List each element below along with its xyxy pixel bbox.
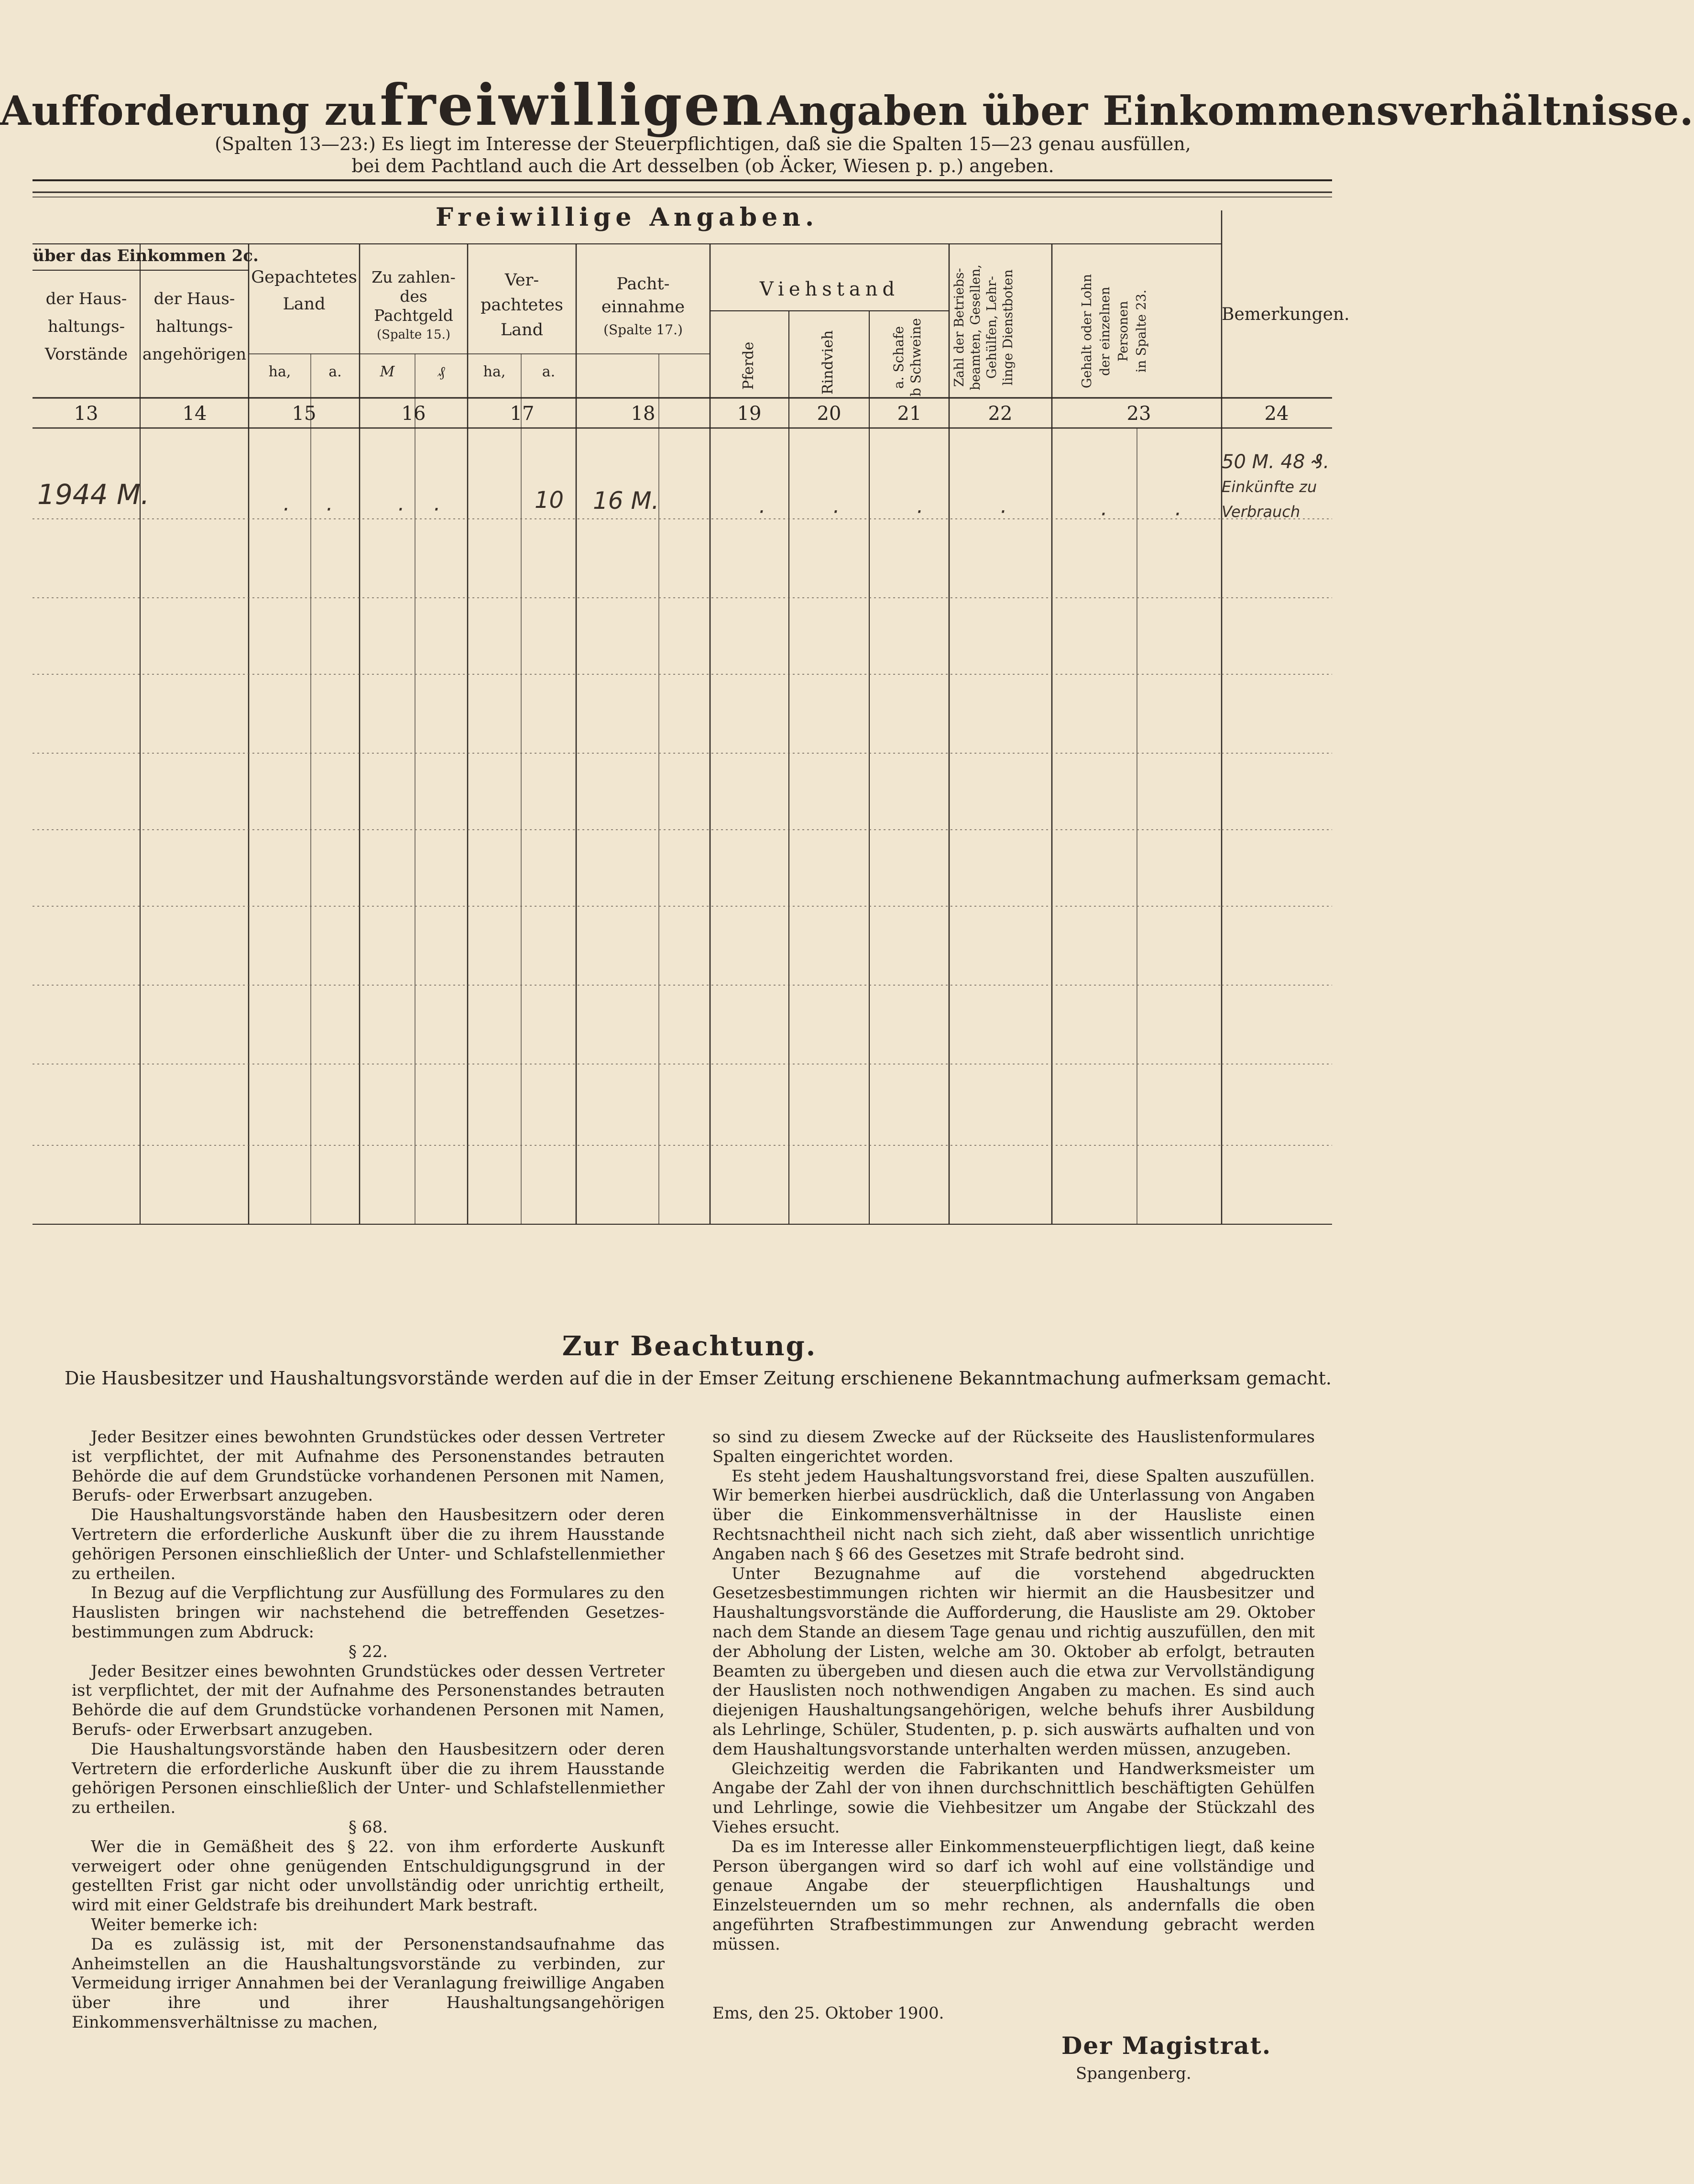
- empty-mark: ·: [916, 500, 922, 524]
- col14-header: [140, 285, 249, 368]
- notice-heading: Zur Beachtung.: [562, 1330, 817, 1362]
- entry-col17: 10: [535, 487, 564, 514]
- remark-line3: Verbrauch: [1222, 503, 1301, 521]
- col-number-17: 17: [510, 403, 535, 425]
- income-table: [0, 0, 1379, 1243]
- col16-header: [360, 268, 468, 344]
- empty-mark: ·: [758, 500, 765, 524]
- col23-line3: Personen: [1116, 301, 1131, 362]
- title-note-line1: (Spalten 13—23:) Es liegt im Interesse der Steuerpflichtigen, daß sie die Spalten 15—23 genau ausfüllen,: [215, 133, 1191, 154]
- col16-line3: Pachtgeld: [374, 306, 453, 325]
- col-number-20: 20: [817, 403, 842, 425]
- title-part3: Angaben über Einkommensverhältnisse.: [767, 87, 1694, 134]
- notice-left-p2: Die Haushaltungsvorstände haben den Hausbesitzern oder deren Vertretern die erforderliche Auskunft über die zu ihrem Hausstande gehörigen Personen einschließlich der Unter- und Schlafstellenmiether zu ertheilen.: [72, 1505, 665, 1583]
- col22-line4: linge Dienstboten: [1001, 269, 1016, 386]
- col13-line3: Vorstände: [44, 345, 128, 364]
- notice-left-p5: Jeder Besitzer eines bewohnten Grundstückes oder dessen Vertreter ist verpflichtet, der mit der Aufnahme des Personenstandes betrauten Behörde die auf dem Grundstücke vorhandenen Personen mit Namen, Berufs- oder Erwerbsart anzugeben.: [72, 1661, 665, 1739]
- remark-line2: Einkünfte zu: [1222, 478, 1317, 496]
- col14-line3: angehörigen: [142, 345, 247, 364]
- notice-right-p5: Da es im Interesse aller Einkommensteuerpflichtigen liegt, daß keine Person übergangen wird so darf ich wohl auf eine vollständige und genaue Angabe der steuerpflichtigen Haushaltungs und Einzelsteuernden um so mehr rechnen, als andernfalls die oben angeführten Strafbestimmungen zur Anwendung gebracht werden müssen.: [712, 1837, 1315, 1954]
- freiwillige-heading: Freiwillige Angaben.: [435, 203, 819, 232]
- title-note-line2: bei dem Pachtland auch die Art desselben (ob Äcker, Wiesen p. p.) angeben.: [351, 155, 1054, 176]
- col22-line3: Gehülfen, Lehr-: [984, 276, 999, 379]
- title-part1: Aufforderung zu: [0, 87, 378, 134]
- col17-unit-ha: ha,: [483, 363, 506, 380]
- col18-line2: einnahme: [601, 297, 685, 317]
- empty-mark: ·: [832, 500, 839, 524]
- empty-mark: ·: [397, 497, 404, 522]
- col-number-14: 14: [182, 403, 207, 425]
- col22-line2: beamten, Gesellen,: [968, 264, 983, 391]
- entry-remarks: [1222, 450, 1332, 524]
- notice-left-paragraph68: § 68.: [349, 1817, 388, 1837]
- col24-header: Bemerkungen.: [1222, 305, 1350, 324]
- col22-header: [951, 258, 1038, 397]
- col16-unit-mark: M: [380, 363, 395, 380]
- entry-col13: 1944 M.: [37, 478, 150, 511]
- col-number-21: 21: [897, 403, 922, 425]
- col17-line3: Land: [500, 320, 544, 340]
- einkommen-heading: über das Einkommen 2c.: [33, 246, 259, 265]
- col-number-23: 23: [1126, 403, 1151, 425]
- col18-line3: (Spalte 17.): [603, 322, 683, 338]
- empty-mark: ·: [325, 497, 332, 522]
- notice-right-p3: Unter Bezugnahme auf die vorstehend abgedruckten Gesetzesbestimmungen richten wir hiermit an die Hausbesitzer und Haushaltungsvorstände die Aufforderung, die Hausliste am 29. Oktober nach dem Stande an diesem Tage genau und richtig auszufüllen, den mit der Abholung der Listen, welche am 30. Oktober ab erfolgt, betrauten Beamten zu übergeben und diesen auch die etwa zur Vervollständigung der Hauslisten noch nothwendigen Angaben zu machen. Es sind auch diejenigen Haushaltungsangehörigen, welche behufs ihrer Ausbildung als Lehrlinge, Schüler, Studenten, p. p. sich auswärts aufhalten und von dem Haushaltungsvorstande unterhalten werden müssen, anzugeben.: [712, 1564, 1315, 1759]
- notice-left-p8: Wer die in Gemäßheit des § 22. von ihm erforderte Auskunft verweigert oder ohne genügenden Entschuldigungsgrund in der gestellten Frist gar nicht oder unvollständig oder unrichtig ertheilt, wird mit einer Geldstrafe bis dreihundert Mark bestraft.: [72, 1837, 665, 1915]
- col15-line1: Gepachtetes: [251, 268, 357, 287]
- col17-unit-a: a.: [542, 363, 556, 380]
- notice-subline: Die Hausbesitzer und Haushaltungsvorstände werden auf die in der Emser Zeitung erschienene Bekanntmachung aufmerksam gemacht.: [65, 1368, 1332, 1389]
- col13-line1: der Haus-: [45, 289, 127, 308]
- notice-left-p9: Weiter bemerke ich:: [91, 1915, 258, 1934]
- col14-line2: haltungs-: [155, 317, 233, 336]
- table-grid: [0, 0, 1379, 1243]
- notice-left-paragraph22: § 22.: [349, 1642, 388, 1661]
- empty-mark: ·: [282, 497, 289, 522]
- col13-header: [33, 285, 140, 368]
- col-number-15: 15: [292, 403, 317, 425]
- notice-right-column: [712, 1427, 1315, 1954]
- col-number-19: 19: [737, 403, 762, 425]
- notice-left-column: [72, 1427, 665, 2032]
- col21-line2: b Schweine: [908, 318, 924, 397]
- col13-line2: haltungs-: [47, 317, 125, 336]
- col20-header: Rindvieh: [820, 330, 836, 395]
- col15-header: [249, 264, 360, 318]
- col14-line1: der Haus-: [153, 289, 235, 308]
- col18-line1: Pacht-: [616, 274, 670, 294]
- notice-left-p1: Jeder Besitzer eines bewohnten Grundstückes oder dessen Vertreter ist verpflichtet, der mit Aufnahme des Personenstandes betrauten Behörde die auf dem Grundstücke vorhandenen Personen mit Namen, Berufs- oder Erwerbsart anzugeben.: [72, 1427, 665, 1505]
- col18-header: [576, 273, 710, 341]
- notice-right-p1: so sind zu diesem Zwecke auf der Rückseite des Hauslistenformulares Spalten eingerichtet worden.: [712, 1427, 1315, 1466]
- notice-left-p10: Da es zulässig ist, mit der Personenstandsaufnahme das Anheimstellen an die Haushaltungsvorstände zu verbinden, zur Vermeidung irriger Annahmen bei der Veranlagung freiwillige Angaben über ihre und ihrer Haushaltungsangehörigen Einkommensverhältnisse zu machen,: [72, 1934, 665, 2032]
- viehstand-heading: Viehstand: [759, 278, 900, 300]
- signer-name: Spangenberg.: [1076, 2064, 1191, 2083]
- col19-header: Pferde: [740, 341, 757, 390]
- empty-mark: ·: [433, 497, 439, 522]
- col23-header: [1078, 268, 1164, 395]
- col-number-24: 24: [1264, 403, 1289, 425]
- entry-col18: 16 M.: [593, 487, 659, 515]
- col21-line1: a. Schafe: [891, 326, 907, 389]
- col17-header: [468, 268, 576, 342]
- notice-right-p4: Gleichzeitig werden die Fabrikanten und Handwerksmeister um Angabe der Zahl der von ihnen durchschnittlich beschäftigten Gehülfen und Lehrlinge, sowie die Viehbesitzer um Angabe der Stückzahl des Viehes ersucht.: [712, 1759, 1315, 1837]
- col22-line1: Zahl der Betriebs-: [952, 268, 967, 387]
- col-number-13: 13: [74, 403, 98, 425]
- col16-line4: (Spalte 15.): [376, 328, 450, 342]
- notice-date: Ems, den 25. Oktober 1900.: [712, 2004, 944, 2023]
- col16-line1: Zu zahlen-: [372, 268, 456, 286]
- col-number-22: 22: [988, 403, 1013, 425]
- col21-header: [890, 318, 925, 397]
- col16-unit-pfennig: ₰: [437, 363, 445, 380]
- notice-left-p6: Die Haushaltungsvorstände haben den Hausbesitzern oder deren Vertretern die erforderliche Auskunft über die zu ihrem Hausstande gehörigen Personen einschließlich der Unter- und Schlafstellenmiether zu ertheilen.: [72, 1739, 665, 1818]
- col23-line2: der einzelnen: [1098, 286, 1113, 376]
- col17-line2: pachtetes: [481, 296, 563, 315]
- col15-line2: Land: [283, 295, 326, 314]
- remark-line1: 50 M. 48 ₰.: [1222, 451, 1330, 473]
- empty-mark: ·: [999, 500, 1006, 524]
- col23-line1: Gehalt oder Lohn: [1080, 274, 1094, 389]
- title-part2: freiwilligen: [380, 72, 765, 138]
- empty-mark: ·: [1100, 502, 1106, 527]
- notice-right-p2: Es steht jedem Haushaltungsvorstand frei, diese Spalten auszufüllen. Wir bemerken hierbei ausdrücklich, daß die Unterlassung von Angaben über die Einkommensverhältnisse in der Hausliste einen Rechtsnachtheil nicht nach sich zieht, daß aber wissentlich unrichtige Angaben nach § 66 des Gesetzes mit Strafe bedroht sind.: [712, 1466, 1315, 1564]
- notice-left-p3: In Bezug auf die Verpflichtung zur Ausfüllung des Formulares zu den Hauslisten bringen wir nachstehend die betreffenden Gesetzes-bestimmungen zum Abdruck:: [72, 1583, 665, 1642]
- col-number-16: 16: [401, 403, 426, 425]
- col17-line1: Ver-: [504, 271, 539, 290]
- col-number-18: 18: [631, 403, 656, 425]
- col16-line2: des: [400, 287, 427, 306]
- col23-line4: in Spalte 23.: [1134, 289, 1149, 373]
- col15-unit-a: a.: [328, 363, 342, 380]
- empty-mark: ·: [1174, 502, 1180, 527]
- col15-unit-ha: ha,: [268, 363, 291, 380]
- signature-magistrat: Der Magistrat.: [1061, 2031, 1272, 2060]
